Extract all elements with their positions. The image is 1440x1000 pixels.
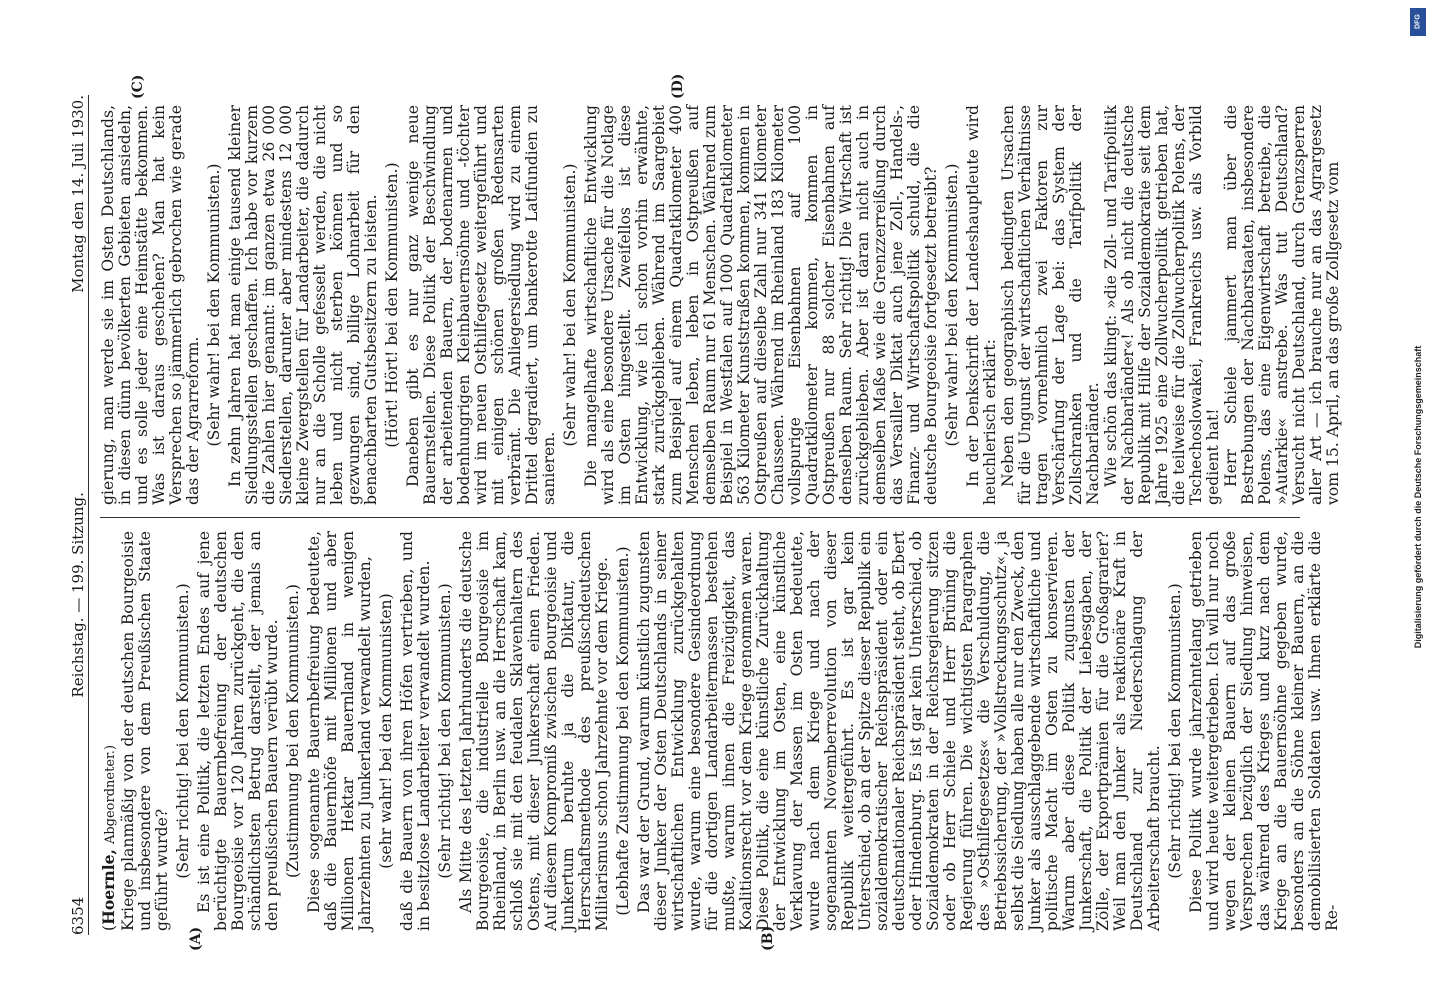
margin-mark-b: (B) [760,925,776,951]
speaker-line: (Hoernle, Abgeordneter.) [99,744,118,931]
paragraph: Diese sogenannte Bauernbefreiung bedeutete, daß die Bauernhöfe mit Millionen und aber Millionen Hektar Bauernland in wenigen Jahrzehnten zu Junkerland verwandelt wurden, [305,531,374,931]
paragraph: Daneben gibt es nur ganz wenige neue Bauernstellen. Diese Politik der Beschwindlung der arbeitenden Bauern, der bodenarmen und bodenhungrigen Kleinbauernsöhne und -töchter wird im neuen Osthilfegesetz weitergeführt und mit einigen schönen großen Redensarten verbrämt. Die Anliegersiedlung wird zu einem Drittel degradiert, um bankerotte Latifundien zu sanieren. [404,105,558,505]
digitization-sidebar [1404,0,1432,1000]
paragraph: Diese Politik wurde jahrzehntelang getrieben und wird heute weitergetrieben. Ich will nur noch wegen der kleinen Bauern auf das große Versprechen bezüglich der Siedlung hinweisen, das während des Krieges und kurz nach dem Kriege an die Bauernsöhne gegeben wurde, besonders an die Söhne kleiner Bauern, an die demobilisierten Soldaten usw. Ihnen erklärte die Re- [1187,531,1341,931]
paragraph: daß die Bauern von ihren Höfen vertrieben, und in besitzlose Landarbeiter verwandelt wurden. [398,531,433,931]
scanned-page [60,73,1440,951]
interjection: (Sehr wahr! bei den Kommunisten.) [561,163,579,447]
session-title: Reichstag. — 199. Sitzung. [69,492,87,698]
paragraph: In der Denkschrift der Landeshauptleute wird heuchlerisch erklärt: [964,105,999,505]
margin-mark-c: (C) [130,74,146,99]
interjection: (Sehr richtig! bei den Kommunisten.) [436,583,454,879]
speaker-role: Abgeordneter.) [103,744,118,845]
page-number: 6354 [69,896,87,935]
interjection: (Sehr richtig! bei den Kommunisten.) [1166,583,1184,879]
page-header [68,95,89,935]
column-divider [100,517,1300,518]
paragraph: Wie schön das klingt: »die Zoll- und Tarifpolitik der Nachbarländer«! Als ob nicht die deutsche Republik mit Hilfe der Sozialdemokratie seit dem Jahre 1925 eine Zollwucherpolitik getrieben hat, die teilweise für die Zollwucherpolitik Polens, der Tschechoslowakei, Frankreichs usw. als Vorbild gedient hat! [1102,105,1222,505]
interjection: (Hört! Hört! bei den Kommunisten.) [383,162,401,448]
margin-mark-a: (A) [188,926,204,951]
paragraph: Herr Schiele jammert man über die Bestrebungen der Nachbarstaaten, insbesondere Polens, das eine Eigenwirtschaft betreibe, die »Autarkie« anstrebe. Was tut Deutschland? Versucht nicht Deutschland, durch Grenzsperren aller Art — ich brauche nur an das Agrargesetz vom 15. April, an das große Zollgesetz vom [1222,105,1342,505]
right-column [99,105,1342,505]
interjection: (Sehr wahr! bei den Kommunisten.) [205,163,223,447]
funding-notice: Digitalisierung gefördert durch die Deutsche Forschungsgemeinschaft [1413,345,1423,649]
paragraph: Kriege planmäßig von der deutschen Bourgeoisie und insbesondere von dem Preußischen Staate geführt wurde? [119,531,171,931]
interjection: (Lebhafte Zustimmung bei den Kommunisten.) [614,546,632,916]
page-content [60,73,1440,951]
interjection: (Sehr wahr! bei den Kommunisten.) [943,163,961,447]
paragraph: Das war der Grund, warum künstlich zugunsten dieser Junker der Osten Deutschlands in seiner wirtschaftlichen Entwicklung zurückgehalten wurde, warum eine besondere Gesindeordnung für die dortigen Landarbeitermassen bestehen mußte, warum ihnen die Freizügigkeit, das Koalitionsrecht vor dem Kriege genommen waren. Diese Politik, die eine künstliche Zurückhaltung der Entwicklung im Osten, eine künstliche Verklavung der Massen im Osten bedeutete, wurde nach dem Kriege und nach der sogenannten Novemberrevolution von dieser Republik weitergeführt. Es ist gar kein Unterschied, ob an der Spitze dieser Republik ein sozialdemokratischer Reichspräsident oder ein deutschnationaler Reichspräsident steht, ob Ebert oder Hindenburg. Es ist gar kein Unterschied, ob Sozialdemokraten in der Reichsregierung sitzen oder ob Herr Schiele und Herr Brüning die Regierung führen. Die wichtigsten Paragraphen des »Osthilfegesetzes« die Verschuldung, die Betriebssicherung, der »Vollstreckungsschutz«, ja selbst die Siedlung haben alle nur den Zweck, den Junker als ausschlaggebende wirtschaftliche und politische Macht im Osten zu konservieren. Warum aber diese Politik zugunsten der Junkerschaft, die Politik der Liebesgaben, der Zölle, der Exportprämien für die Großagrarier? Weil man den Junker als reaktionäre Kraft in Deutschland zur Niederschlagung der Arbeiterschaft braucht. [635,531,1163,931]
paragraph: Es ist eine Politik, die letzten Endes auf jene berüchtigte Bauernbefreiung der deutschen Bourgeoisie vor 120 Jahren zurückgeht, die den schändlichsten Betrug darstellt, der jemals an den preußischen Bauern verübt wurde. [195,531,281,931]
paragraph: In zehn Jahren hat man einige tausend kleiner Siedlungsstellen geschaffen. Ich habe vor kurzem die Zahlen hier genannt: im ganzen etwa 26 000 Siedlerstellen, darunter aber mindestens 12 000 kleine Zwergstellen für Landarbeiter, die dadurch nur an die Scholle gefesselt werden, die nicht leben und nicht sterben können und so gezwungen sind, billige Lohnarbeit für den benachbarten Gutsbesitzern zu leisten. [226,105,380,505]
paragraph: gierung, man werde sie im Osten Deutschlands, in diesen dünn bevölkerten Gebieten ansiedeln, und es solle jeder eine Heimstätte bekommen. Was ist daraus geschehen? Man hat kein Versprechen so jämmerlich gebrochen wie gerade das der Agrarreform. [99,105,202,505]
interjection: (sehr wahr! bei den Kommunisten) [377,593,395,869]
speaker-name: Hoernle, [99,849,118,925]
session-date: Montag den 14. Juli 1930. [69,95,87,293]
paragraph: Als Mitte des letzten Jahrhunderts die deutsche Bourgeoisie, die industrielle Bourgeoisie im Rheinland, in Berlin usw. an die Herrschaft kam, schloß sie mit den feudalen Sklavenhaltern des Ostens, mit dieser Junkerschaft einen Frieden. Auf diesem Kompromiß zwischen Bourgeoisie und Junkertum beruhte ja die Diktatur, die Herrschaftsmethode des preußischdeutschen Militarismus schon Jahrzehnte vor dem Kriege. [457,531,611,931]
interjection: (Sehr richtig! bei den Kommunisten.) [174,583,192,879]
left-column [99,531,1341,931]
paragraph: Die mangelhafte wirtschaftliche Entwicklung wird als eine besondere Ursache für die Notlage im Osten hingestellt. Zweifellos ist diese Entwicklung, wie ich schon vorhin erwähnte, stark zurückgeblieben. Während im Saargebiet zum Beispiel auf einem Quadratkilometer 400 Menschen leben, leben in Ostpreußen auf demselben Raum nur 61 Menschen. Während zum Beispiel in Westfalen auf 1000 Quadratkilometer 563 Kilometer Kunststraßen kommen, kommen in Ostpreußen auf dieselbe Zahl nur 341 Kilometer Chausseen. Während im Rheinland 183 Kilometer vollspurige Eisenbahnen auf 1000 Quadratkilometer kommen, kommen in Ostpreußen nur 88 solcher Eisenbahnen auf denselben Raum. Sehr richtig! Die Wirtschaft ist zurückgeblieben. Aber ist daran nicht auch in demselben Maße wie die Grenzzerreißung durch das Versailler Diktat auch jene Zoll-, Handels-, Finanz- und Wirtschaftspolitik schuld, die die deutsche Bourgeoisie fortgesetzt betreibt? [582,105,940,505]
interjection: (Zustimmung bei den Kommunisten.) [284,583,302,879]
margin-mark-d: (D) [670,73,686,99]
dfg-logo-icon: DFG [1410,8,1426,36]
quotation: Neben den geographisch bedingten Ursachen für die Ungunst der wirtschaftlichen Verhältnisse tragen vornehmlich zwei Faktoren zur Verschärfung der Lage bei: das System der Zollschranken und die Tarifpolitik der Nachbarländer. [999,105,1102,505]
